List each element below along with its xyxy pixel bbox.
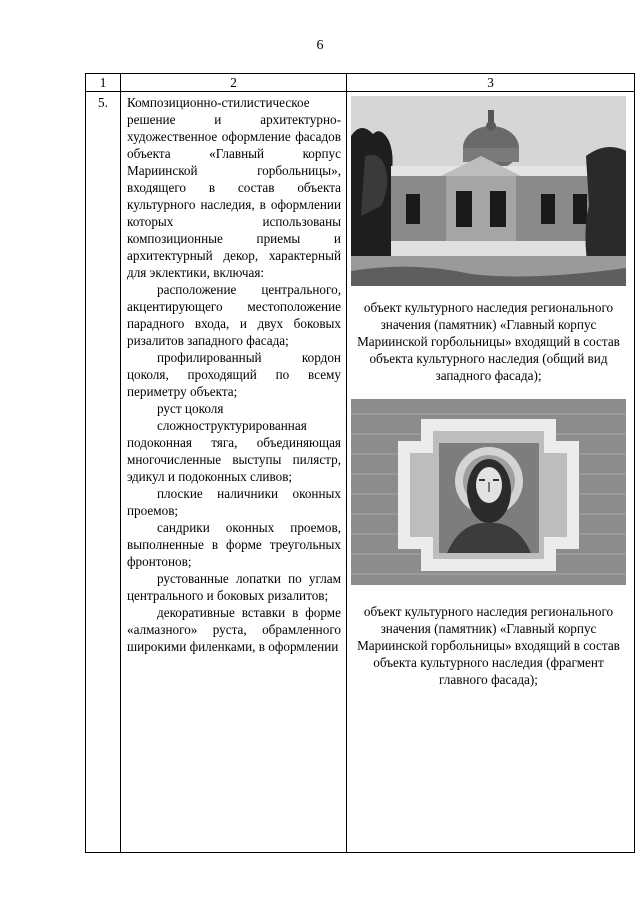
- description-lead: Композиционно-стилистическое решение и архитектурно-художественное оформление фасадов объекта «Главный корпус Мариинской горбольницы», входящего в состав объекта культурного наследия, в оформлении которых использованы композиционные приемы и архитектурный декор, характерный для эклектики, включая:: [127, 95, 341, 280]
- list-item: сложноструктурированная подоконная тяга, объединяющая многочисленные выступы пилястр, эдикул и подоконных сливов;: [127, 418, 341, 484]
- list-item: декоративные вставки в форме «алмазного» руста, обрамленного широкими филенками, в оформлении: [127, 605, 341, 654]
- building-photo: [351, 96, 626, 286]
- row-images: [347, 92, 635, 853]
- header-col-1: 1: [86, 74, 121, 92]
- table-header-row: [86, 74, 635, 92]
- list-item: расположение центрального, акцентирующего местоположение парадного входа, и двух боковых ризалитов западного фасада;: [127, 282, 341, 348]
- list-item: сандрики оконных проемов, выполненные в форме треугольных фронтонов;: [127, 520, 341, 569]
- list-item: плоские наличники оконных проемов;: [127, 486, 341, 518]
- image-caption: объект культурного наследия регионального значения (памятник) «Главный корпус Мариинской горбольницы» входящий в состав объекта культурного наследия (фрагмент главного фасада);: [357, 604, 620, 687]
- icon-mosaic-photo: [351, 399, 626, 585]
- list-item: профилированный кордон цоколя, проходящий по всему периметру объекта;: [127, 350, 341, 399]
- row-description: [121, 92, 347, 853]
- table-row: [86, 92, 635, 853]
- list-item: рустованные лопатки по углам центрального и боковых ризалитов;: [127, 571, 341, 603]
- list-item: руст цоколя: [157, 401, 224, 416]
- heritage-table: [85, 73, 635, 853]
- image-caption: объект культурного наследия регионального значения (памятник) «Главный корпус Мариинской горбольницы» входящий в состав объекта культурного наследия (общий вид западного фасада);: [357, 300, 620, 383]
- page-number: 6: [316, 38, 324, 53]
- header-col-2: 2: [121, 74, 347, 92]
- row-number: 5.: [86, 92, 121, 853]
- header-col-3: 3: [347, 74, 635, 92]
